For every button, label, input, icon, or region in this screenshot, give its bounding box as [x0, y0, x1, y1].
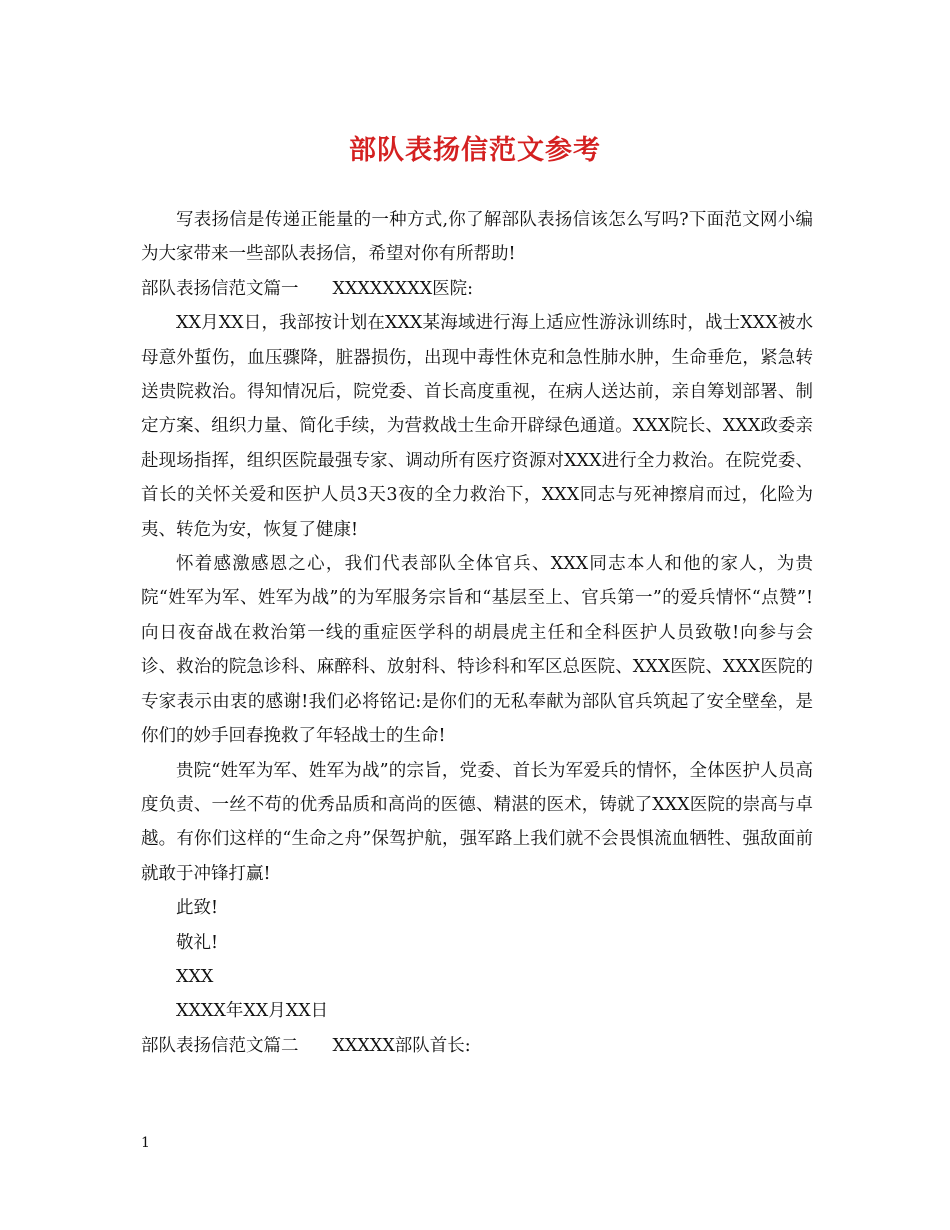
intro-paragraph: 写表扬信是传递正能量的一种方式,你了解部队表扬信该怎么写吗?下面范文网小编为大家带来一些部队表扬信，希望对你有所帮助!	[141, 210, 813, 265]
document-body	[141, 203, 813, 1063]
sample1-paragraph-3: 贵院“姓军为军、姓军为战”的宗旨，党委、首长为军爱兵的情怀，全体医护人员高度负责、一丝不苟的优秀品质和高尚的医德、精湛的医术，铸就了XXX医院的崇高与卓越。有你们这样的“生命之舟”保驾护航，强军路上我们就不会畏惧流血牺牲、强敌面前就敢于冲锋打赢!	[141, 760, 813, 884]
closing-regards: 敬礼!	[176, 932, 219, 953]
signature: XXX	[176, 966, 214, 987]
sample1-header-line	[141, 272, 813, 306]
sample2-recipient: XXXXX部队首长:	[332, 1035, 471, 1056]
sample1-paragraph-1: XX月XX日，我部按计划在XXX某海域进行海上适应性游泳训练时，战士XXX被水母意外蜇伤，血压骤降，脏器损伤，出现中毒性休克和急性肺水肿，生命垂危，紧急转送贵院救治。得知情况后，院党委、首长高度重视，在病人送达前，亲自筹划部署、制定方案、组织力量、简化手续，为营救战士生命开辟绿色通道。XXX院长、XXX政委亲赴现场指挥，组织医院最强专家、调动所有医疗资源对XXX进行全力救治。在院党委、首长的关怀关爱和医护人员3天3夜的全力救治下，XXX同志与死神擦肩而过，化险为夷、转危为安，恢复了健康!	[141, 313, 813, 540]
letter-date: XXXX年XX月XX日	[176, 1001, 329, 1022]
sample1-paragraph-2: 怀着感激感恩之心，我们代表部队全体官兵、XXX同志本人和他的家人，为贵院“姓军为军、姓军为战”的为军服务宗旨和“基层至上、官兵第一”的爱兵情怀“点赞”!向日夜奋战在救治第一线的重症医学科的胡晨虎主任和全科医护人员致敬!向参与会诊、救治的院急诊科、麻醉科、放射科、特诊科和军区总医院、XXX医院、XXX医院的专家表示由衷的感谢!我们必将铭记:是你们的无私奉献为部队官兵筑起了安全壁垒，是你们的妙手回春挽救了年轻战士的生命!	[141, 554, 813, 747]
page-number: 1	[141, 1135, 150, 1151]
sample1-heading: 部队表扬信范文篇一	[141, 278, 299, 299]
sample1-recipient: XXXXXXXX医院:	[332, 278, 474, 299]
sample2-heading: 部队表扬信范文篇二	[141, 1035, 299, 1056]
document-title: 部队表扬信范文参考	[349, 135, 601, 166]
closing-salutation: 此致!	[176, 898, 219, 919]
sample2-header-line	[141, 1029, 813, 1063]
